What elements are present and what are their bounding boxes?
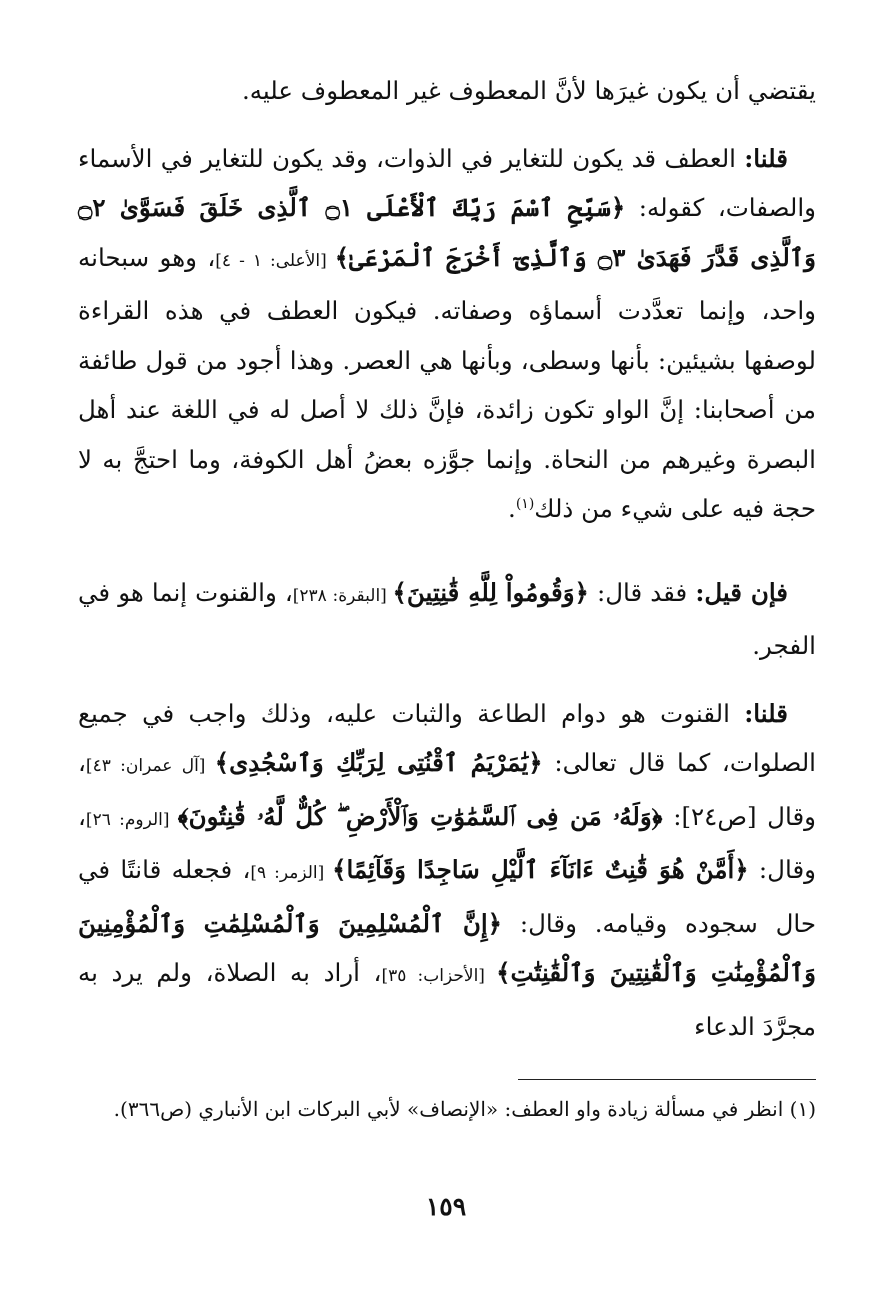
reply-label: قلنا:	[744, 143, 788, 173]
paragraph-3-text-1: فقد قال:	[588, 577, 696, 607]
paragraph-2-text-1: العطف قد يكون للتغاير في الذوات، وقد يكون للتغاير في الأسماء والصفات، كقوله:	[78, 143, 816, 222]
paragraph-4	[78, 689, 816, 1052]
verse-reference: [الروم: ٢٦]	[85, 809, 178, 830]
page-body	[78, 66, 816, 1051]
footnote-separator	[518, 1079, 816, 1080]
quran-verse: ﴿أَمَّنْ هُوَ قَٰنِتٌ ءَانَآءَ ٱلَّيْلِ سَاجِدًا وَقَآئِمًا﴾	[332, 855, 749, 884]
quran-verse: ﴿إِنَّ ٱلْمُسْلِمِينَ وَٱلْمُسْلِمَٰتِ وَٱلْمُؤْمِنِينَ وَٱلْمُؤْمِنَٰتِ وَٱلْقَٰنِتِينَ وَٱلْقَٰنِتَٰتِ﴾	[78, 908, 816, 987]
paragraph-4-text-3: ، وقال:	[78, 801, 816, 884]
paragraph-3	[78, 568, 816, 671]
verse-reference: [آل عمران: ٤٣]	[85, 756, 215, 776]
verse-reference: [الأحزاب: ٣٥]	[381, 966, 497, 986]
paragraph-2	[78, 134, 816, 534]
footnote-marker: (١)	[515, 495, 535, 512]
reply-label: قلنا:	[744, 698, 788, 728]
page-number: ١٥٩	[425, 1192, 467, 1221]
footnote: (١) انظر في مسألة زيادة واو العطف: «الإنصاف» لأبي البركات ابن الأنباري (ص٣٦٦).	[113, 1097, 816, 1121]
paragraph-4-text-5: ، أراد به الصلاة، ولم يرد به مجرَّدَ الدعاء	[78, 958, 816, 1041]
verse-reference: [الأعلى: ١ - ٤]	[215, 250, 335, 271]
objection-label: فإن قيل:	[695, 577, 789, 607]
verse-reference: [البقرة: ٢٣٨]	[292, 585, 393, 606]
quran-verse: ﴿سَبِّحِ ٱسْمَ رَبِّكَ ٱلْأَعْلَى ۝١ ٱلَّذِى خَلَقَ فَسَوَّىٰ ۝٢ وَٱلَّذِى قَدَّرَ فَهَدَىٰ ۝٣ وَٱلَّذِىٓ أَخْرَجَ ٱلْمَرْعَىٰ﴾	[78, 193, 816, 272]
quran-verse: ﴿يَٰمَرْيَمُ ٱقْنُتِى لِرَبِّكِ وَٱسْجُدِى﴾	[214, 748, 543, 777]
paragraph-3-text-2: ، والقنوت إنما هو في الفجر.	[78, 577, 816, 660]
paragraph-1: يقتضي أن يكون غيرَها لأنَّ المعطوف غير المعطوف عليه.	[241, 76, 816, 105]
paragraph-2-text-2: ، وهو سبحانه واحد، وإنما تعدَّدت أسماؤه وصفاته. فيكون العطف في هذه القراءة لوصفها بشيئين: بأنها وسطى، وبأنها هي العصر. وهذا أجود من قول طائفة من أصحابنا: إنَّ الواو تكون زائدة، فإنَّ ذلك لا أصل له في اللغة عند أهل البصرة وغيرهم من النحاة. وإنما جوَّزه بعضُ أهل الكوفة، وما احتجَّ به لا حجة فيه على شيء من ذلك	[78, 242, 816, 523]
quran-verse: ﴿وَقُومُواْ لِلَّهِ قَٰنِتِينَ﴾	[392, 577, 589, 607]
paragraph-2-end: .	[508, 494, 516, 523]
paragraph-4-text-1: القنوت هو دوام الطاعة والثبات عليه، وذلك واجب في جميع الصلوات، كما قال تعالى:	[78, 698, 816, 777]
paragraph-4-text-4: ، فجعله قانتًا في حال سجوده وقيامه. وقال:	[78, 855, 816, 938]
paragraph-4-text-2: ، وقال [ص٢٤]:	[78, 748, 816, 831]
quran-verse: ﴿وَلَهُۥ مَن فِى ٱلسَّمَٰوَٰتِ وَٱلْأَرْضِ ۖ كُلٌّ لَّهُۥ قَٰنِتُونَ﴾	[177, 801, 663, 831]
verse-reference: [الزمر: ٩]	[250, 863, 333, 883]
